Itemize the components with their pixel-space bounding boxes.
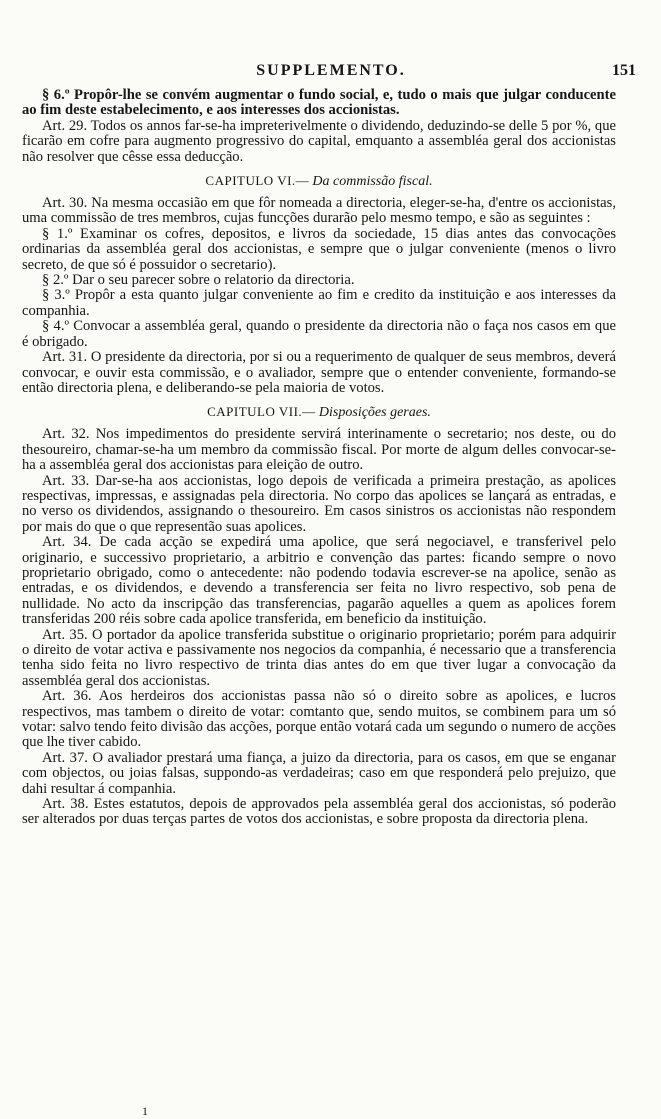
paragraph: § 3.º Propôr a esta quanto julgar conveniente ao fim e credito da instituição e aos interesses da companhia. bbox=[22, 287, 616, 319]
running-head bbox=[22, 62, 640, 86]
paragraph: § 1.º Examinar os cofres, depositos, e livros da sociedade, 15 dias antes das convocações ordinarias da assembléa geral dos accionistas, e sempre que o julgar conveniente (menos o livro secreto, de que só é possuidor o secretario). bbox=[22, 225, 616, 273]
chapter-heading bbox=[22, 404, 616, 420]
paragraph: Art. 35. O portador da apolice transferida substitue o originario proprietario; porém para adquirir o direito de votar activa e passivamente nos negocios da companhia, é necessario que a transferencia tenha sido feita no livro respectivo de trinta dias antes do em que tiver lugar a convocação da assembléa geral dos accionistas. bbox=[22, 626, 616, 689]
chapter-number: CAPITULO VII.— bbox=[207, 404, 316, 420]
running-title: SUPPLEMENTO. bbox=[256, 62, 406, 79]
printer-mark: 1 bbox=[142, 1104, 148, 1118]
paragraph: Art. 31. O presidente da directoria, por si ou a requerimento de qualquer de seus membros, deverá convocar, e ouvir esta commissão, e o avaliador, sempre que o entender conveniente, formando-se então directoria plena, e deliberando-se pela maioria de votos. bbox=[22, 349, 616, 396]
paragraph: Art. 33. Dar-se-ha aos accionistas, logo depois de verificada a primeira prestação, as apolices respectivas, impressas, e assignadas pela directoria. No corpo das apolices se lançará as entradas, e no verso os dividendos, assignando o thesoureiro. Em casos sinistros os accionistas não respondem por mais do que o que representão suas apolices. bbox=[22, 472, 616, 535]
paragraph: § 4.º Convocar a assembléa geral, quando o presidente da directoria não o faça nos casos em que é obrigado. bbox=[22, 318, 616, 350]
paragraph: Art. 32. Nos impedimentos do presidente servirá interinamente o secretario; nos deste, ou do thesoureiro, chamar-se-ha um membro da commissão fiscal. Por morte de algum delles convocar-se-ha a assembléa geral dos accionistas para eleição de outro. bbox=[22, 426, 616, 474]
paragraph: Art. 38. Estes estatutos, depois de approvados pela assembléa geral dos accionistas, só poderão ser alterados por duas terças partes de votos dos accionistas, e sobre proposta da directoria plena. bbox=[22, 796, 616, 828]
paragraph: Art. 29. Todos os annos far-se-ha impreterivelmente o dividendo, deduzindo-se delle 5 por %, que ficarão em cofre para augmento progressivo do capital, emquanto a assembléa geral dos accionistas não resolver que cêsse essa deducção. bbox=[22, 117, 616, 165]
chapter-number: CAPITULO VI.— bbox=[205, 173, 310, 189]
page-body bbox=[22, 88, 616, 828]
chapter-heading bbox=[22, 173, 616, 189]
paragraph: § 2.º Dar o seu parecer sobre o relatorio da directoria. bbox=[42, 272, 355, 289]
paragraph: Art. 30. Na mesma occasião em que fôr nomeada a directoria, eleger-se-ha, d'entre os accionistas, uma commissão de tres membros, cujas funcções durarão pelo mesmo tempo, e são as seguintes : bbox=[22, 195, 616, 227]
paragraph: Art. 37. O avaliador prestará uma fiança, a juizo da directoria, para os casos, em que se enganar com objectos, ou joias falsas, suppondo-as verdadeiras; caso em que responderá pelo prejuizo, que dahi resultar á companhia. bbox=[22, 749, 616, 797]
paragraph: § 6.º Propôr-lhe se convém augmentar o fundo social, e, tudo o mais que julgar conducente ao fim deste estabelecimento, e aos interesses dos accionistas. bbox=[22, 87, 616, 119]
page-number: 151 bbox=[612, 62, 636, 79]
chapter-title: Da commissão fiscal. bbox=[312, 174, 433, 190]
chapter-title: Disposições geraes. bbox=[318, 405, 431, 421]
paragraph: Art. 34. De cada acção se expedirá uma apolice, que será negociavel, e transferivel pelo originario, e successivo proprietario, a arbitrio e convenção das partes: ficando sempre o novo proprietario obrigado, como o antecedente: não podendo todavia escrever-se na apolice, senão as entradas, e os dividendos, e devendo a transferencia ser feita no livro respectivo, sob pena de nullidade. No acto da inscripção das transferencias, pagarão aquelles a quem as apolices forem transferidas 200 réis sobre cada apolice transferida, em beneficio da instituição. bbox=[22, 534, 616, 628]
paragraph: Art. 36. Aos herdeiros dos accionistas passa não só o direito sobre as apolices, e lucros respectivos, mas tambem o direito de votar: comtanto que, sendo muitos, se combinem para um só votar: salvo tendo feito divisão das acções, porque então votará cada um segundo o numero de acções que lhe tiver cabido. bbox=[22, 688, 616, 751]
